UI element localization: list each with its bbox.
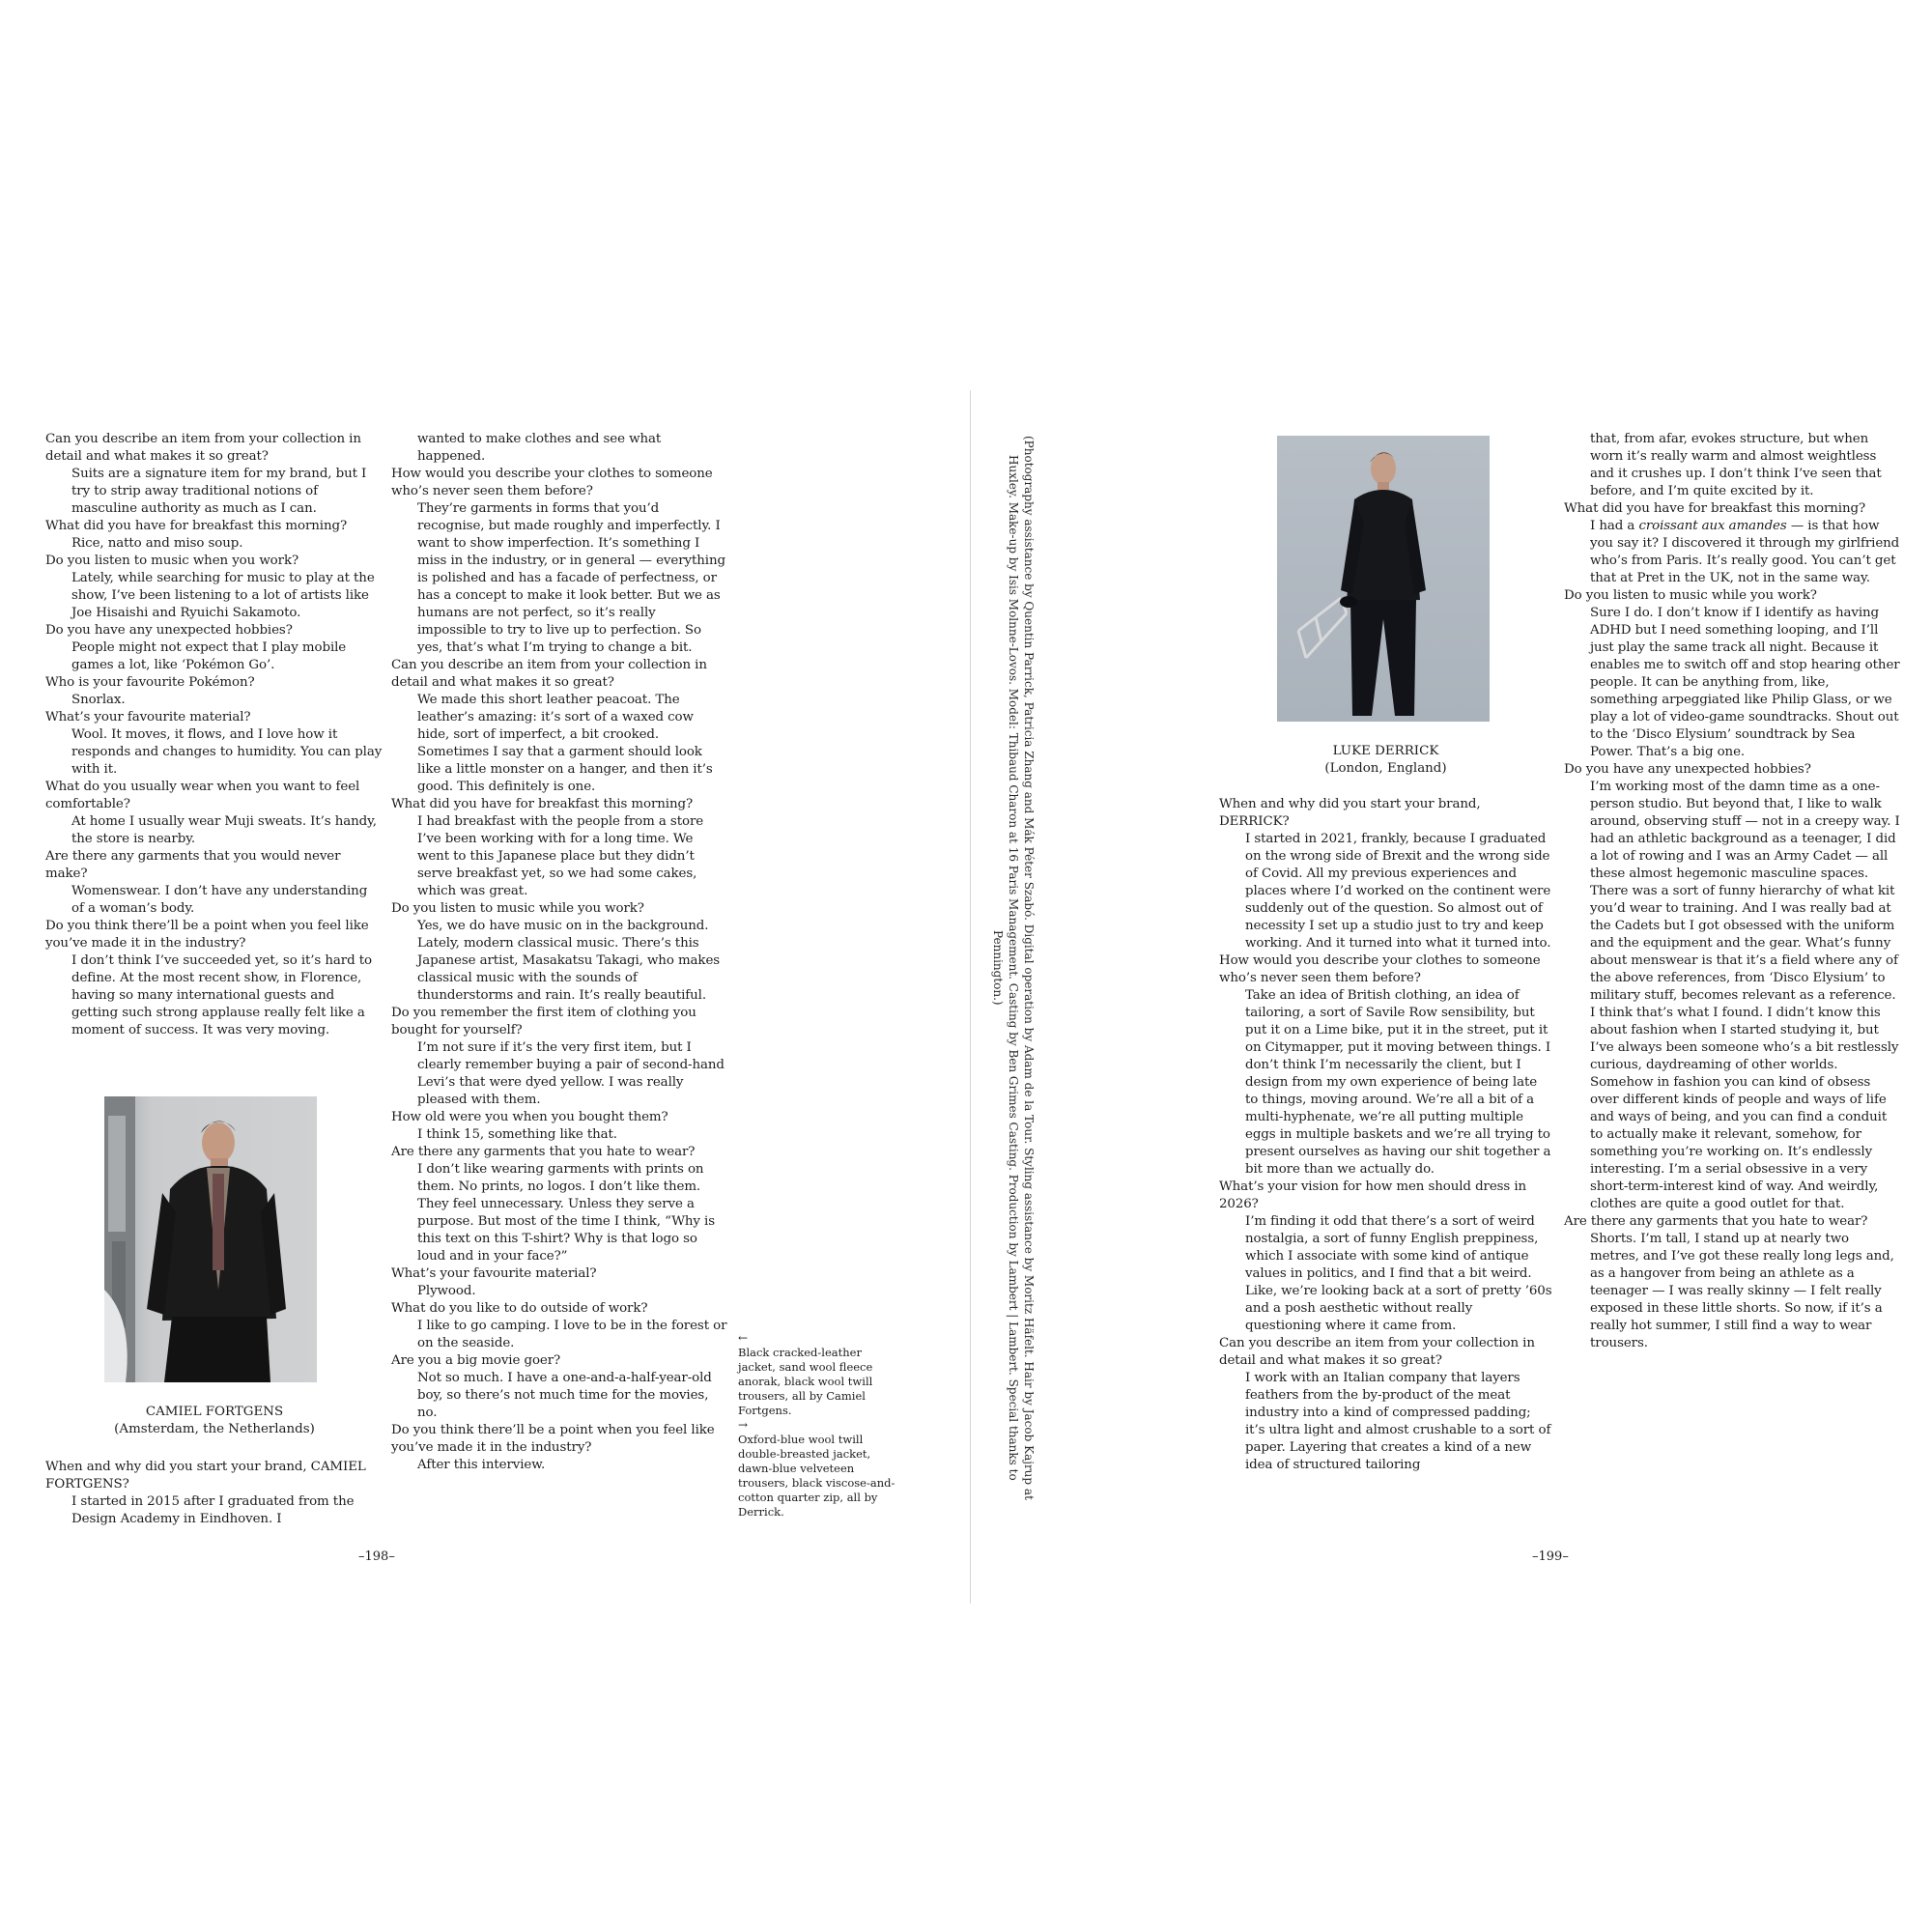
photo-luke-derrick — [1277, 436, 1490, 722]
interview-question: How would you describe your clothes to someone who’s never seen them before? — [391, 467, 713, 498]
interview-answer: I’m not sure if it’s the very first item, but I clearly remember buying a pair of second-hand Levi’s that were dyed yellow. I was really pleased with them. — [417, 1040, 724, 1107]
caption-left-photo: Black cracked-leather jacket, sand wool fleece anorak, black wool twill trousers, all by Camiel Fortgens. — [738, 1346, 873, 1417]
interview-answer: Shorts. I’m tall, I stand up at nearly two metres, and I’ve got these really long legs and, as a hangover from being an athlete as a teenager — I was really skinny — I felt really exposed in these little shorts. So now, if it’s a really hot summer, I still find a way to wear trousers. — [1590, 1232, 1894, 1350]
left-page-column-1-continued — [45, 1459, 384, 1528]
right-page-column-2 — [1564, 431, 1900, 1352]
interview-question: What do you like to do outside of work? — [391, 1301, 648, 1316]
interview-answer: I don’t like wearing garments with prints on them. No prints, no logos. I don’t like them. They feel unnecessary. Unless they serve a purpose. But most of the time I think, “Why is this text on this T-shirt? Why is that logo so loud and in your face?” — [417, 1162, 715, 1264]
interview-question: How old were you when you bought them? — [391, 1110, 668, 1124]
answer-text: — is that how you say it? I discovered it through my girlfriend who’s from Paris. It’s really good. You can’t get that at Pret in the UK, not in the same way. — [1590, 519, 1900, 585]
photo-camiel-fortgens — [104, 1096, 317, 1382]
arrow-right-icon: → — [738, 1418, 749, 1432]
interview-answer: Snorlax. — [71, 693, 126, 707]
model-in-double-breasted-jacket-image — [1277, 436, 1490, 722]
interview-answer: I’m working most of the damn time as a one-person studio. But beyond that, I like to walk around, observing stuff — not in a creepy way. I had an athletic background as a teenager, I did a lot of rowing and I was an Army Cadet — all these almost hegemonic masculine spaces. There was a sort of funny hierarchy of what kit you’d wear to training. And I was really bad at the Cadets but I got obsessed with the uniform and the equipment and the gear. What’s funny about menswear is that it’s a field where any of the above references, from ‘Disco Elysium’ to military stuff, becomes relevant as a reference. I think that’s what I found. I didn’t know this about fashion when I started studying it, but I’ve always been someone who’s a bit restlessly curious, daydreaming of other worlds. Somehow in fashion you can kind of obsess over different kinds of people and ways of life and ways of being, and you can find a conduit to actually make it relevant, somehow, for something you’re working on. It’s endlessly interesting. I’m a serial obsessive in a very short-term-interest kind of way. And weirdly, clothes are quite a good outlet for that. — [1590, 780, 1900, 1211]
interview-answer: I think 15, something like that. — [417, 1127, 617, 1142]
interview-question: When and why did you start your brand, DERRICK? — [1219, 797, 1481, 829]
interview-answer: Suits are a signature item for my brand, but I try to strip away traditional notions of masculine authority as much as I can. — [71, 467, 367, 516]
interview-question: When and why did you start your brand, CAMIEL FORTGENS? — [45, 1460, 366, 1492]
interview-question: What did you have for breakfast this morning? — [45, 519, 348, 533]
left-page-column-2 — [391, 431, 727, 1474]
interview-question: Do you have any unexpected hobbies? — [45, 623, 293, 638]
designer-name: LUKE DERRICK — [1332, 744, 1439, 758]
model-in-leather-jacket-image — [104, 1096, 317, 1382]
interview-question: Do you listen to music while you work? — [1564, 588, 1817, 603]
left-page-column-1 — [45, 431, 384, 1039]
interview-question: Are there any garments that you hate to wear? — [1564, 1214, 1868, 1229]
interview-answer: At home I usually wear Muji sweats. It’s handy, the store is nearby. — [71, 814, 377, 846]
arrow-left-icon: ← — [738, 1331, 749, 1345]
interview-question: What’s your favourite material? — [391, 1266, 597, 1281]
interview-answer: Womenswear. I don’t have any understanding of a woman’s body. — [71, 884, 368, 916]
designer-name: CAMIEL FORTGENS — [145, 1405, 284, 1419]
interview-question: Do you think there’ll be a point when you feel like you’ve made it in the industry? — [391, 1423, 715, 1455]
designer-credit-luke — [1219, 743, 1552, 778]
interview-question: Are there any garments that you would never make? — [45, 849, 341, 881]
interview-question: Do you remember the first item of clothing you bought for yourself? — [391, 1006, 696, 1037]
interview-answer: Not so much. I have a one-and-a-half-year-old boy, so there’s not much time for the movies, no. — [417, 1371, 712, 1420]
answer-text: I had a — [1590, 519, 1639, 533]
photo-credits-vertical: (Photography assistance by Quentin Parrick, Patricia Zhang and Mák Péter Szabó. Digital operation by Adam de la Tour. Styling assistance by Moritz Häfelt. Hair by Jacob Kajrup at Huxley. Make-up by Isis Molnne-Lovos. Model: Thibaud Charon at 16 Paris Management. Casting by Ben Grimes Casting. Production by Lambert | Lambert. Special thanks to Pennington.) — [991, 436, 1036, 1500]
interview-question: Do you think there’ll be a point when you feel like you’ve made it in the industry? — [45, 919, 369, 951]
interview-answer: Take an idea of British clothing, an idea of tailoring, a sort of Savile Row sensibility, but put it on a Lime bike, put it in the street, put it on Citymapper, put it moving between things. I don’t think I’m necessarily the client, but I design from my own experience of being late to things, moving around. We’re all a bit of a multi-hyphenate, we’re all putting multiple eggs in multiple baskets and we’re all trying to present ourselves as having our shit together a bit more than we actually do. — [1245, 988, 1551, 1177]
interview-answer: I work with an Italian company that layers feathers from the by-product of the meat industry into a kind of compressed padding; it’s ultra light and almost crushable to a sort of paper. Layering that creates a kind of a new idea of structured tailoring — [1245, 1371, 1551, 1472]
photo-captions — [738, 1331, 897, 1520]
page-number-left: –198– — [358, 1549, 395, 1564]
interview-question: What do you usually wear when you want to feel comfortable? — [45, 780, 360, 811]
interview-answer: We made this short leather peacoat. The leather’s amazing: it’s sort of a waxed cow hide, sort of imperfect, a bit crooked. Sometimes I say that a garment should look like a little monster on a hanger, and then it’s good. This definitely is one. — [417, 693, 713, 794]
interview-question: How would you describe your clothes to someone who’s never seen them before? — [1219, 953, 1541, 985]
interview-question: What did you have for breakfast this morning? — [391, 797, 694, 811]
interview-answer: I started in 2015 after I graduated from the Design Academy in Eindhoven. I — [71, 1494, 355, 1526]
interview-answer: They’re garments in forms that you’d recognise, but made roughly and imperfectly. I want to show imperfection. It’s something I miss in the industry, or in general — everything is polished and has a facade of perfectness, or has a concept to make it look better. But we as humans are not perfect, so it’s really impossible to try to live up to perfection. So yes, that’s what I’m trying to change a bit. — [417, 501, 725, 655]
interview-answer: I’m finding it odd that there’s a sort of weird nostalgia, a sort of funny English preppiness, which I associate with some kind of antique values in politics, and I find that a bit weird. Like, we’re looking back at a sort of pretty ’60s and a posh aesthetic without really questioning where it came from. — [1245, 1214, 1552, 1333]
interview-question: What did you have for breakfast this morning? — [1564, 501, 1866, 516]
interview-answer: Wool. It moves, it flows, and I love how it responds and changes to humidity. You can play with it. — [71, 727, 383, 777]
italic-phrase: croissant aux amandes — [1638, 519, 1787, 533]
interview-question: Do you have any unexpected hobbies? — [1564, 762, 1811, 777]
interview-answer: I started in 2021, frankly, because I graduated on the wrong side of Brexit and the wrong side of Covid. All my previous experiences and places where I’d worked on the continent were suddenly out of the question. So almost out of necessity I set up a studio just to try and keep working. And it turned into what it turned into. — [1245, 832, 1551, 951]
interview-question: Can you describe an item from your collection in detail and what makes it so great? — [1219, 1336, 1535, 1368]
right-page-column-1 — [1219, 796, 1552, 1474]
interview-answer — [1564, 518, 1900, 587]
interview-question: Are you a big movie goer? — [391, 1353, 561, 1368]
interview-question: Can you describe an item from your collection in detail and what makes it so great? — [391, 658, 707, 690]
designer-location: (Amsterdam, the Netherlands) — [114, 1422, 315, 1436]
interview-question: What’s your favourite material? — [45, 710, 251, 724]
page-gutter-divider — [970, 390, 971, 1604]
interview-question: Do you listen to music while you work? — [391, 901, 644, 916]
interview-answer: People might not expect that I play mobile games a lot, like ‘Pokémon Go’. — [71, 640, 347, 672]
interview-answer: Lately, while searching for music to play at the show, I’ve been listening to a lot of artists like Joe Hisaishi and Ryuichi Sakamoto. — [71, 571, 375, 620]
interview-answer: Rice, natto and miso soup. — [71, 536, 243, 551]
interview-answer: I like to go camping. I love to be in the forest or on the seaside. — [417, 1319, 727, 1350]
interview-answer: I don’t think I’ve succeeded yet, so it’s hard to define. At the most recent show, in Florence, having so many international guests and getting such strong applause really felt like a moment of success. It was very moving. — [71, 953, 372, 1037]
caption-right-photo: Oxford-blue wool twill double-breasted jacket, dawn-blue velveteen trousers, black viscose-and-cotton quarter zip, all by Derrick. — [738, 1433, 895, 1519]
interview-answer: Plywood. — [417, 1284, 476, 1298]
page-number-right: –199– — [1532, 1549, 1569, 1564]
interview-answer: Yes, we do have music on in the background. Lately, modern classical music. There’s this Japanese artist, Masakatsu Takagi, who makes classical music with the sounds of thunderstorms and rain. It’s really beautiful. — [417, 919, 721, 1003]
interview-answer: Sure I do. I don’t know if I identify as having ADHD but I need something looping, and I’ll just play the same track all night. Because it enables me to switch off and stop hearing other people. It can be anything from, like, something arpeggiated like Philip Glass, or we play a lot of video-game soundtracks. Shout out to the ‘Disco Elysium’ soundtrack by Sea Power. That’s a big one. — [1590, 606, 1900, 759]
interview-question: Who is your favourite Pokémon? — [45, 675, 255, 690]
designer-location: (London, England) — [1324, 761, 1447, 776]
interview-answer: that, from afar, evokes structure, but when worn it’s really warm and almost weightless and it crushes up. I don’t think I’ve seen that before, and I’m quite excited by it. — [1590, 432, 1882, 498]
designer-credit-camiel — [45, 1404, 384, 1438]
interview-question: Can you describe an item from your collection in detail and what makes it so great? — [45, 432, 361, 464]
interview-question: Do you listen to music when you work? — [45, 554, 299, 568]
interview-answer: I had breakfast with the people from a store I’ve been working with for a long time. We went to this Japanese place but they didn’t serve breakfast yet, so we had some cakes, which was great. — [417, 814, 704, 898]
interview-answer: After this interview. — [417, 1458, 546, 1472]
interview-question: What’s your vision for how men should dress in 2026? — [1219, 1179, 1527, 1211]
interview-question: Are there any garments that you hate to wear? — [391, 1145, 696, 1159]
interview-answer: wanted to make clothes and see what happened. — [417, 432, 662, 464]
